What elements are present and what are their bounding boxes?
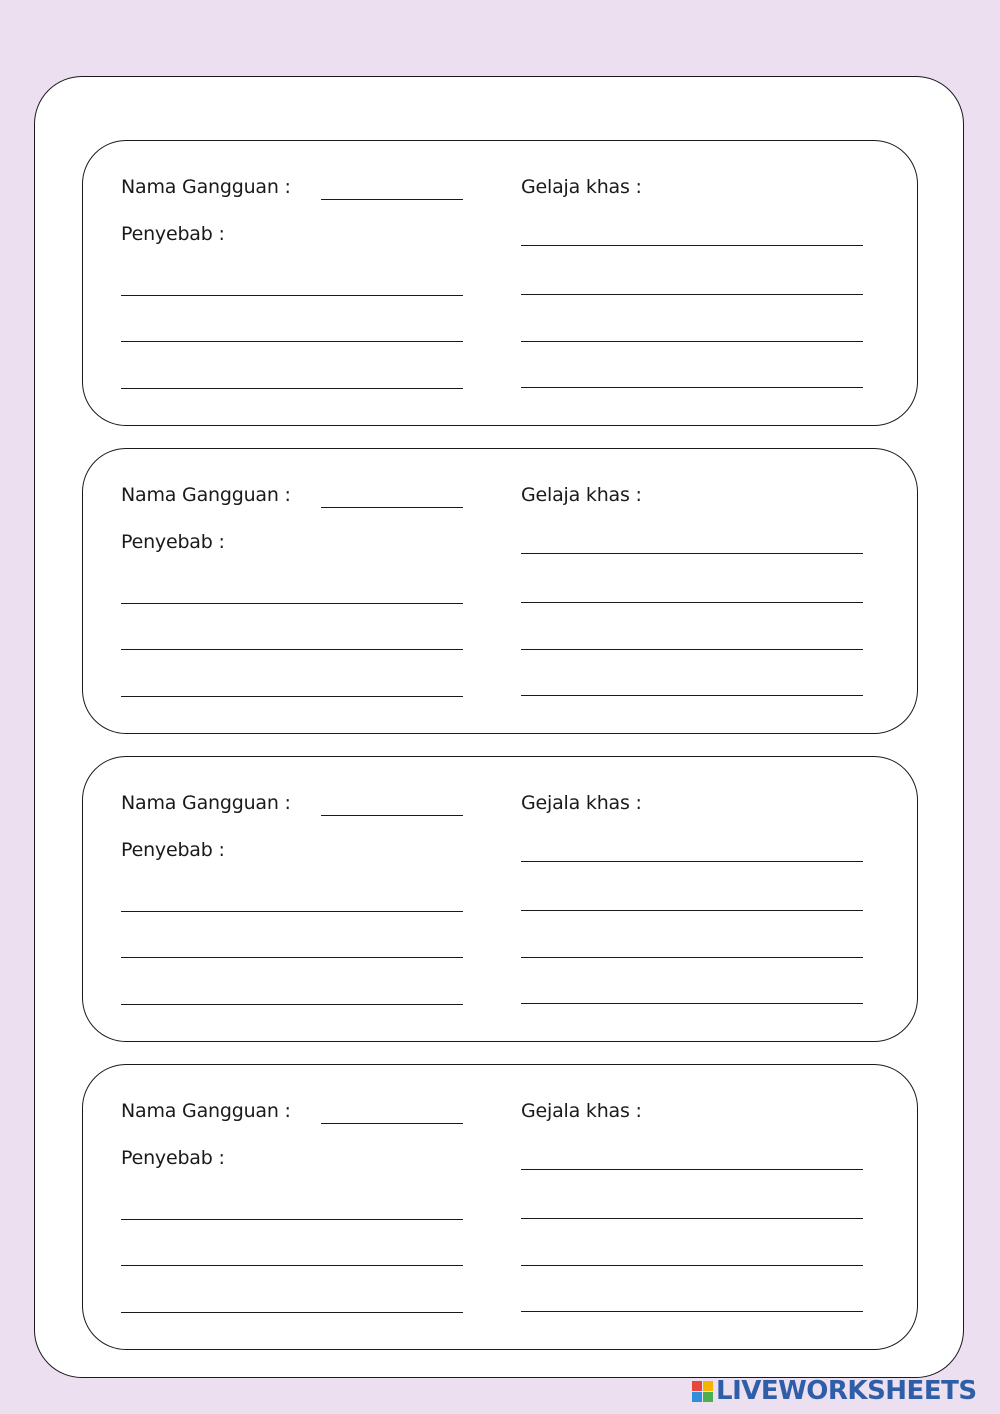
cause-label: Penyebab :	[121, 1147, 225, 1169]
liveworksheets-logo-icon	[692, 1381, 713, 1402]
symptom-blank-line	[521, 341, 863, 342]
symptom-label: Gelaja khas :	[521, 484, 642, 506]
disorder-name-blank	[321, 815, 463, 816]
symptom-blank-line	[521, 387, 863, 388]
disorder-name-blank	[321, 199, 463, 200]
symptom-blank-line	[521, 1169, 863, 1170]
disorder-card	[82, 1064, 918, 1350]
symptom-blank-line	[521, 294, 863, 295]
symptom-blank-line	[521, 957, 863, 958]
symptom-blank-line	[521, 861, 863, 862]
worksheet-sheet	[34, 76, 964, 1378]
cause-blank-line	[121, 295, 463, 296]
symptom-blank-line	[521, 1003, 863, 1004]
cause-blank-line	[121, 1004, 463, 1005]
disorder-name-blank	[321, 507, 463, 508]
disorder-name-label: Nama Gangguan :	[121, 792, 291, 814]
brand-name: LIVEWORKSHEETS	[716, 1376, 977, 1406]
cause-blank-line	[121, 1219, 463, 1220]
cause-blank-line	[121, 388, 463, 389]
symptom-blank-line	[521, 1265, 863, 1266]
disorder-name-label: Nama Gangguan :	[121, 1100, 291, 1122]
cause-blank-line	[121, 696, 463, 697]
cause-blank-line	[121, 649, 463, 650]
symptom-blank-line	[521, 602, 863, 603]
disorder-card	[82, 140, 918, 426]
disorder-card	[82, 756, 918, 1042]
symptom-blank-line	[521, 695, 863, 696]
cause-blank-line	[121, 1265, 463, 1266]
symptom-blank-line	[521, 649, 863, 650]
disorder-name-blank	[321, 1123, 463, 1124]
cause-blank-line	[121, 603, 463, 604]
symptom-blank-line	[521, 1218, 863, 1219]
disorder-name-label: Nama Gangguan :	[121, 176, 291, 198]
symptom-blank-line	[521, 1311, 863, 1312]
cause-blank-line	[121, 341, 463, 342]
symptom-label: Gejala khas :	[521, 792, 642, 814]
disorder-card	[82, 448, 918, 734]
cause-label: Penyebab :	[121, 223, 225, 245]
cause-blank-line	[121, 911, 463, 912]
liveworksheets-watermark	[692, 1376, 977, 1406]
symptom-blank-line	[521, 245, 863, 246]
symptom-label: Gejala khas :	[521, 1100, 642, 1122]
cause-blank-line	[121, 1312, 463, 1313]
disorder-name-label: Nama Gangguan :	[121, 484, 291, 506]
cause-label: Penyebab :	[121, 531, 225, 553]
symptom-blank-line	[521, 553, 863, 554]
cause-label: Penyebab :	[121, 839, 225, 861]
cause-blank-line	[121, 957, 463, 958]
symptom-label: Gelaja khas :	[521, 176, 642, 198]
symptom-blank-line	[521, 910, 863, 911]
